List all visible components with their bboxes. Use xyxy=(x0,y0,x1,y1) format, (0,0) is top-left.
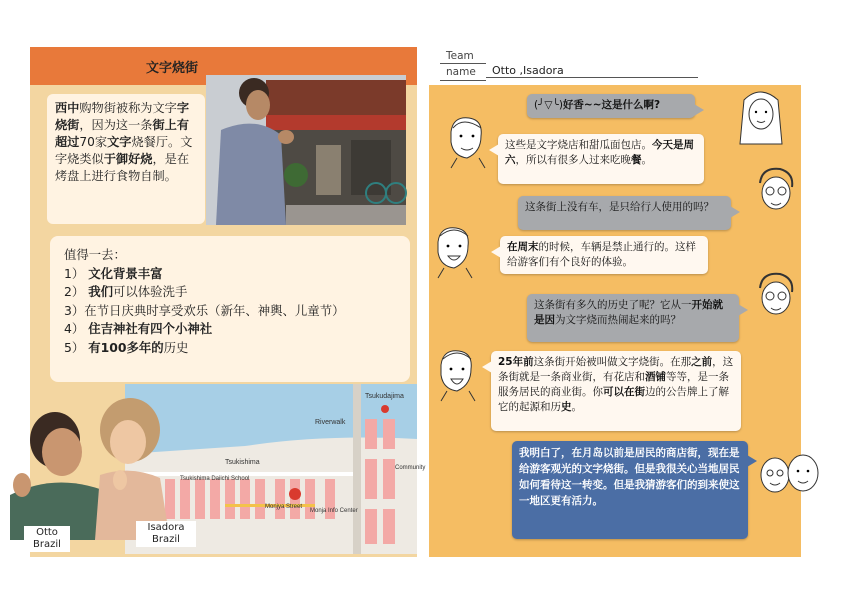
text-run: 1） xyxy=(64,265,89,281)
text-run: ，这条街就是一条商业街，有花店和 xyxy=(498,356,734,383)
divider xyxy=(440,63,486,64)
text-run: 住吉神社有四个小神社 xyxy=(88,321,213,337)
text-run: 为文字烧而热闹起来的吗？ xyxy=(555,314,681,326)
text-run: ，是在烤盘上进行食物自制。 xyxy=(55,152,190,183)
person-country-isadora: Brazil xyxy=(152,534,180,545)
text-run: 历史 xyxy=(163,339,189,355)
text-run: 文化背景丰富 xyxy=(88,265,163,281)
text-run: 25年前 xyxy=(498,356,534,368)
highlights-title: 值得一去： xyxy=(64,247,126,262)
text-run: 有100多年的 xyxy=(88,339,164,355)
text-run: ，因为这一条 xyxy=(79,118,153,132)
text-run: 3）在 xyxy=(64,302,97,318)
highlight-item xyxy=(64,320,396,339)
dialogue-bubble-reflection xyxy=(512,441,748,539)
visitor-girl-sketch-avatar-icon xyxy=(738,88,784,144)
text-run: 史 xyxy=(561,401,572,413)
team-photo-image xyxy=(0,390,200,540)
person-country-otto: Brazil xyxy=(33,539,61,550)
text-run: 这些是文字烧店和甜瓜面包店。 xyxy=(505,139,652,151)
name-tag-isadora xyxy=(136,521,196,547)
map-label-monjya-street: Monjya Street xyxy=(265,504,303,510)
dialogue-bubble-question-1 xyxy=(527,94,695,118)
map-label-riverwalk: Riverwalk xyxy=(315,419,346,426)
text-run: 这条街上没有车，是只给行人使用的吗？ xyxy=(525,201,714,213)
text-run: 餐 xyxy=(631,154,642,166)
team-label: Team xyxy=(446,50,474,62)
map-label-tsukishima: Tsukishima xyxy=(225,459,260,466)
guide-sketch-avatar-icon xyxy=(430,222,476,278)
visitor-boy-sketch-avatar-icon xyxy=(752,270,798,326)
street-photo-image xyxy=(206,75,406,225)
guide-sketch-avatar-icon xyxy=(433,345,479,401)
name-tag-otto xyxy=(24,526,70,552)
text-run: 街上有超过 xyxy=(55,118,190,149)
text-run: 我明白了，在月岛以前是居民的商店街，现在是给游客观光的文字烧街。但是我很关心当地居民如何看待这一转变。但是我猜游客们的到来使这一地区更有活力。 xyxy=(519,447,740,507)
guide-sketch-avatar-icon xyxy=(443,112,489,168)
team-members: Otto ,Isadora xyxy=(492,64,564,77)
text-run: 。 xyxy=(571,401,582,413)
intro-text xyxy=(55,101,192,183)
divider xyxy=(486,77,698,78)
text-run: 今天是周六 xyxy=(505,139,694,166)
text-run: 可以在街 xyxy=(603,386,645,398)
text-run: 文字 xyxy=(107,135,132,149)
text-run: 西中 xyxy=(55,101,80,115)
text-run: 等等，是一条服务居民的商业街。你 xyxy=(498,371,729,398)
visitors-pair-sketch-icon xyxy=(755,445,825,505)
highlight-item xyxy=(64,302,396,321)
dialogue-bubble-question-2 xyxy=(518,196,731,230)
text-run: 在周末 xyxy=(507,241,539,253)
highlight-item xyxy=(64,283,396,302)
text-run: 我们 xyxy=(88,284,113,300)
visitor-boy-sketch-avatar-icon xyxy=(752,165,798,221)
text-run: 5） xyxy=(64,339,89,355)
text-run: 字烧街 xyxy=(55,101,190,132)
text-run: 。 xyxy=(641,154,652,166)
highlights-box xyxy=(50,236,410,382)
text-run: 4） xyxy=(64,321,89,337)
map-label-community: Community xyxy=(395,465,426,471)
text-run: 边的公告牌上了解它的起源和历 xyxy=(498,386,729,413)
text-run: 烧餐厅。文字烧类似 xyxy=(55,135,193,166)
intro-text-box xyxy=(47,94,205,224)
map-label-info-center: Monja Info Center xyxy=(310,508,358,514)
text-run: 之前 xyxy=(691,356,713,368)
text-run: 酒铺 xyxy=(645,371,666,383)
text-run: 于御好烧 xyxy=(103,152,153,166)
text-run: 可以体验洗手 xyxy=(113,284,188,300)
dialogue-bubble-answer-1 xyxy=(498,134,704,184)
text-run: 购物街被称为文字 xyxy=(79,101,177,115)
text-run: 2） xyxy=(64,284,89,300)
text-run: 70家 xyxy=(79,135,108,149)
text-run: 这条街开始被叫做文字烧街。在那 xyxy=(533,356,692,368)
text-run: ，所以有很多人过来吃晚 xyxy=(515,154,631,166)
dialogue-bubble-question-3 xyxy=(527,294,739,342)
name-label: name xyxy=(446,66,476,78)
text-run: 的时候，车辆是禁止通行的。这样给游客们有个良好的体验。 xyxy=(507,241,696,268)
page-title: 文字烧街 xyxy=(146,60,199,76)
highlight-item xyxy=(64,265,396,284)
map-label-school: Tsukishima Daiichi School xyxy=(180,476,250,482)
text-run: 开始就是因 xyxy=(534,299,723,326)
person-name-isadora: Isadora xyxy=(147,522,185,533)
dialogue-bubble-answer-2 xyxy=(500,236,708,274)
text-run: 节日庆典时享受欢乐（新年、神輿、儿童节） xyxy=(96,302,345,318)
text-run: 这条街有多久的历史了呢？它从一 xyxy=(534,299,692,311)
text-run: (╯▽╰) xyxy=(534,99,563,111)
dialogue-bubble-answer-3 xyxy=(491,351,741,431)
highlights-list xyxy=(64,265,396,358)
map-label-tsukudajima: Tsukudajima xyxy=(365,393,404,400)
text-run: 好香~~这是什么啊? xyxy=(562,99,661,111)
team-photo xyxy=(0,390,200,540)
person-name-otto: Otto xyxy=(36,527,58,538)
divider xyxy=(440,80,486,81)
street-photo xyxy=(206,75,406,225)
highlight-item xyxy=(64,339,396,358)
